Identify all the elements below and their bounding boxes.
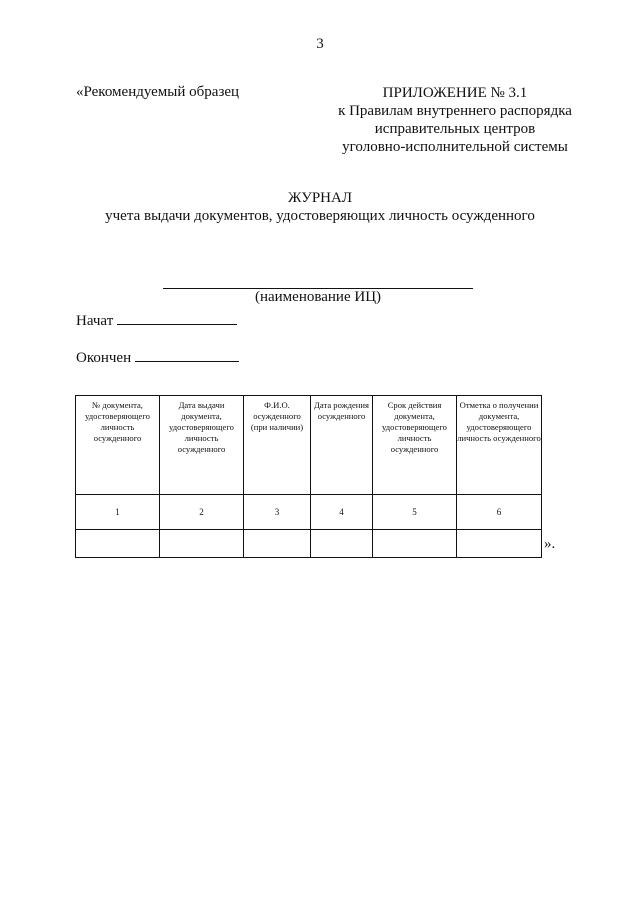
empty-cell bbox=[160, 530, 244, 558]
institution-caption: (наименование ИЦ) bbox=[254, 289, 382, 305]
column-number: 2 bbox=[160, 495, 244, 530]
header-doc-number: № документа, удостоверяющего личность осужденного bbox=[76, 396, 160, 495]
closing-quote: ». bbox=[544, 536, 556, 552]
table-number-row bbox=[76, 495, 542, 530]
header-issue-date: Дата выдачи документа, удостоверяющего личность осужденного bbox=[160, 396, 244, 495]
journal-title: ЖУРНАЛ bbox=[287, 190, 353, 206]
journal-subtitle: учета выдачи документов, удостоверяющих личность осужденного bbox=[105, 208, 535, 224]
empty-cell bbox=[76, 530, 160, 558]
column-number: 1 bbox=[76, 495, 160, 530]
table-header-row bbox=[76, 396, 542, 495]
header-receipt-mark: Отметка о получении документа, удостоверяющего личность осужденного bbox=[457, 396, 542, 495]
journal-table bbox=[75, 395, 542, 558]
empty-cell bbox=[373, 530, 457, 558]
table-row bbox=[76, 530, 542, 558]
appendix-line-4: уголовно-исполнительной системы bbox=[342, 139, 568, 155]
sample-note: «Рекомендуемый образец bbox=[76, 84, 240, 100]
started-label: Начат bbox=[76, 313, 114, 329]
ended-date-line bbox=[135, 347, 239, 362]
header-full-name: Ф.И.О. осужденного (при наличии) bbox=[244, 396, 311, 495]
appendix-title: ПРИЛОЖЕНИЕ № 3.1 bbox=[382, 85, 528, 101]
started-date-line bbox=[117, 310, 237, 325]
header-birth-date: Дата рождения осужденного bbox=[311, 396, 373, 495]
page-number: 3 bbox=[316, 36, 324, 52]
column-number: 5 bbox=[373, 495, 457, 530]
column-number: 4 bbox=[311, 495, 373, 530]
ended-row bbox=[76, 347, 239, 367]
empty-cell bbox=[311, 530, 373, 558]
ended-label: Окончен bbox=[76, 350, 132, 366]
started-row bbox=[76, 310, 237, 330]
appendix-block bbox=[300, 84, 610, 156]
empty-cell bbox=[244, 530, 311, 558]
empty-cell bbox=[457, 530, 542, 558]
header-validity: Срок действия документа, удостоверяющего личность осужденного bbox=[373, 396, 457, 495]
appendix-line-3: исправительных центров bbox=[374, 121, 536, 137]
column-number: 6 bbox=[457, 495, 542, 530]
column-number: 3 bbox=[244, 495, 311, 530]
appendix-line-2: к Правилам внутреннего распорядка bbox=[338, 103, 572, 119]
